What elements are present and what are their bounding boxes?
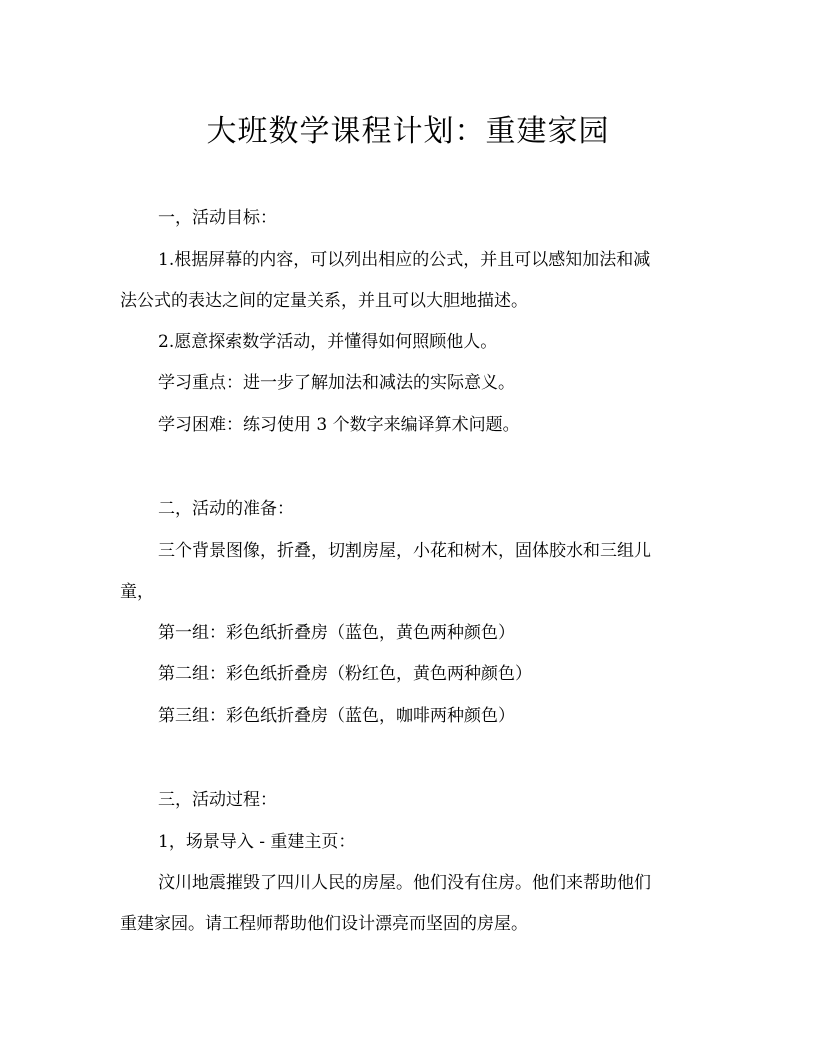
section3-heading: 三，活动过程：: [158, 790, 277, 810]
section2-heading: 二，活动的准备：: [158, 499, 294, 519]
paragraph-line2: 重建家园。请工程师帮助他们设计漂亮而坚固的房屋。: [120, 914, 528, 934]
key-point: 学习重点：进一步了解加法和减法的实际意义。: [158, 373, 515, 393]
step1: 1，场景导入 - 重建主页：: [158, 832, 356, 852]
group1: 第一组：彩色纸折叠房（蓝色，黄色两种颜色）: [158, 623, 515, 643]
goal1-line2: 法公式的表达之间的定量关系，并且可以大胆地描述。: [120, 291, 528, 311]
paragraph-line1: 汶川地震摧毁了四川人民的房屋。他们没有住房。他们来帮助他们: [158, 873, 651, 893]
goal1-line1: 1.根据屏幕的内容，可以列出相应的公式，并且可以感知加法和减: [158, 250, 651, 270]
difficulty: 学习困难：练习使用 3 个数字来编译算术问题。: [158, 415, 520, 435]
section1-heading: 一，活动目标：: [158, 208, 277, 228]
materials-line2: 童，: [120, 582, 154, 602]
group3: 第三组：彩色纸折叠房（蓝色，咖啡两种颜色）: [158, 706, 515, 726]
group2: 第二组：彩色纸折叠房（粉红色，黄色两种颜色）: [158, 664, 532, 684]
document-title: 大班数学课程计划：重建家园: [206, 114, 610, 149]
materials-line1: 三个背景图像，折叠，切割房屋，小花和树木，固体胶水和三组儿: [158, 541, 651, 561]
goal2: 2.愿意探索数学活动，并懂得如何照顾他人。: [158, 332, 498, 352]
